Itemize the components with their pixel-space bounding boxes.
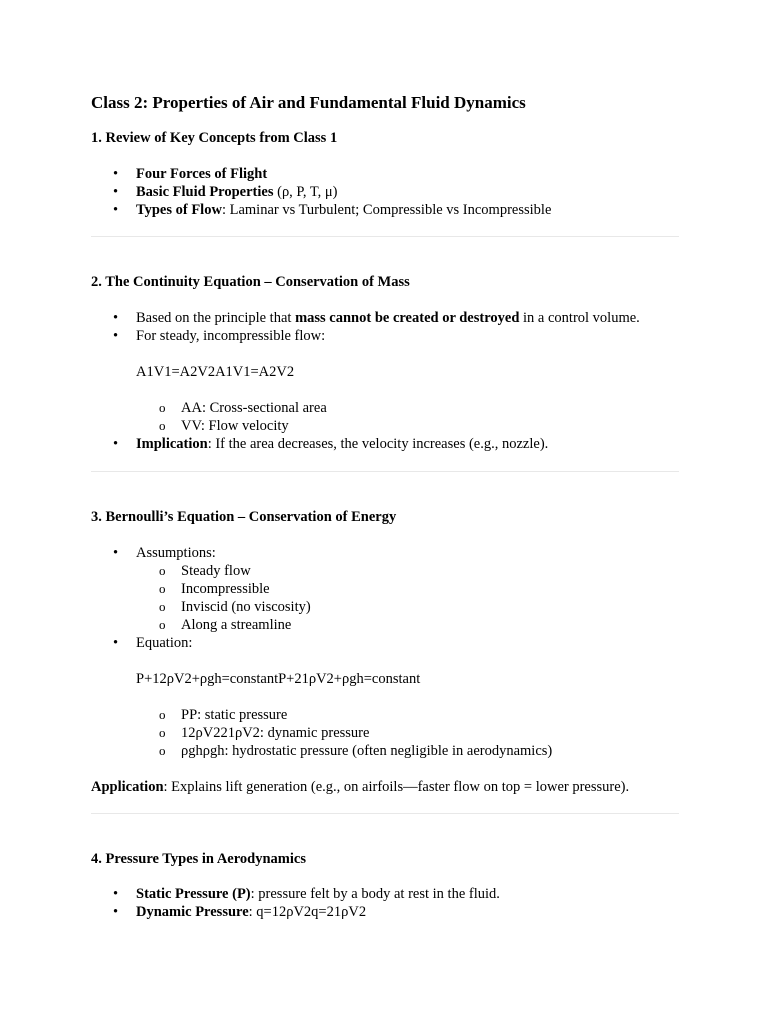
list-item <box>91 903 679 921</box>
sub-list-item: o ρghρgh: hydrostatic pressure (often negligible in aerodynamics) <box>136 742 679 760</box>
item-bold: Dynamic Pressure <box>136 904 249 920</box>
item-bold: Application <box>91 779 164 795</box>
list-item <box>91 165 679 183</box>
list-item <box>91 183 679 201</box>
document-body <box>91 92 679 921</box>
section-divider <box>91 813 679 814</box>
list-item <box>91 634 679 760</box>
item-text: : Explains lift generation (e.g., on airfoils—faster flow on top = lower pressure). <box>163 779 630 795</box>
section-4-list <box>91 885 679 921</box>
item-text: : If the area decreases, the velocity increases (e.g., nozzle). <box>207 436 549 452</box>
list-item <box>91 544 679 634</box>
item-bold: Static Pressure (P) <box>136 886 251 902</box>
item-text: Equation: <box>136 635 193 651</box>
sub-list-item: o PP: static pressure <box>136 706 679 724</box>
section-3-list <box>91 544 679 760</box>
section-1-heading: 1. Review of Key Concepts from Class 1 <box>91 130 338 146</box>
sub-list-item: o 12ρV221ρV2: dynamic pressure <box>136 724 679 742</box>
section-2-heading: 2. The Continuity Equation – Conservation of Mass <box>91 274 410 290</box>
item-bold: Four Forces of Flight <box>136 166 268 182</box>
list-item <box>91 435 679 453</box>
item-bold: Basic Fluid Properties <box>136 184 274 200</box>
item-text: in a control volume. <box>519 310 640 326</box>
sub-list-item: o Steady flow <box>136 562 679 580</box>
section-2-list <box>91 309 679 453</box>
sub-list <box>136 706 679 760</box>
section-3-heading: 3. Bernoulli’s Equation – Conservation of Energy <box>91 509 397 525</box>
sub-list-item: o VV: Flow velocity <box>136 417 679 435</box>
sub-list <box>136 562 679 634</box>
section-4-heading: 4. Pressure Types in Aerodynamics <box>91 851 306 867</box>
item-text: : pressure felt by a body at rest in the fluid. <box>250 886 500 902</box>
item-text: Assumptions: <box>136 545 216 561</box>
section-1-list <box>91 165 679 219</box>
sub-list-item: o Incompressible <box>136 580 679 598</box>
sub-list-item: o AA: Cross-sectional area <box>136 399 679 417</box>
item-text: : q=12ρV2q=21ρV2 <box>248 904 367 920</box>
equation: P+12ρV2+ρgh=constantP+21ρV2+ρgh=constant <box>136 671 421 687</box>
sub-list <box>136 399 679 435</box>
list-item <box>91 327 679 435</box>
list-item <box>91 309 679 327</box>
list-item <box>91 201 679 219</box>
application-paragraph <box>91 778 679 796</box>
item-text: Based on the principle that <box>136 310 296 326</box>
item-text: : Laminar vs Turbulent; Compressible vs Incompressible <box>221 202 552 218</box>
item-bold: Types of Flow <box>136 202 222 218</box>
list-item <box>91 885 679 903</box>
item-text: For steady, incompressible flow: <box>136 328 326 344</box>
section-divider <box>91 236 679 237</box>
sub-list-item: o Inviscid (no viscosity) <box>136 598 679 616</box>
section-divider <box>91 471 679 472</box>
item-bold: Implication <box>136 436 208 452</box>
equation: A1V1=A2V2A1V1=A2V2 <box>136 364 295 380</box>
page-title: Class 2: Properties of Air and Fundamental Fluid Dynamics <box>91 93 526 112</box>
item-text: (ρ, P, T, μ) <box>273 184 338 200</box>
item-bold: mass cannot be created or destroyed <box>295 310 520 326</box>
sub-list-item: o Along a streamline <box>136 616 679 634</box>
